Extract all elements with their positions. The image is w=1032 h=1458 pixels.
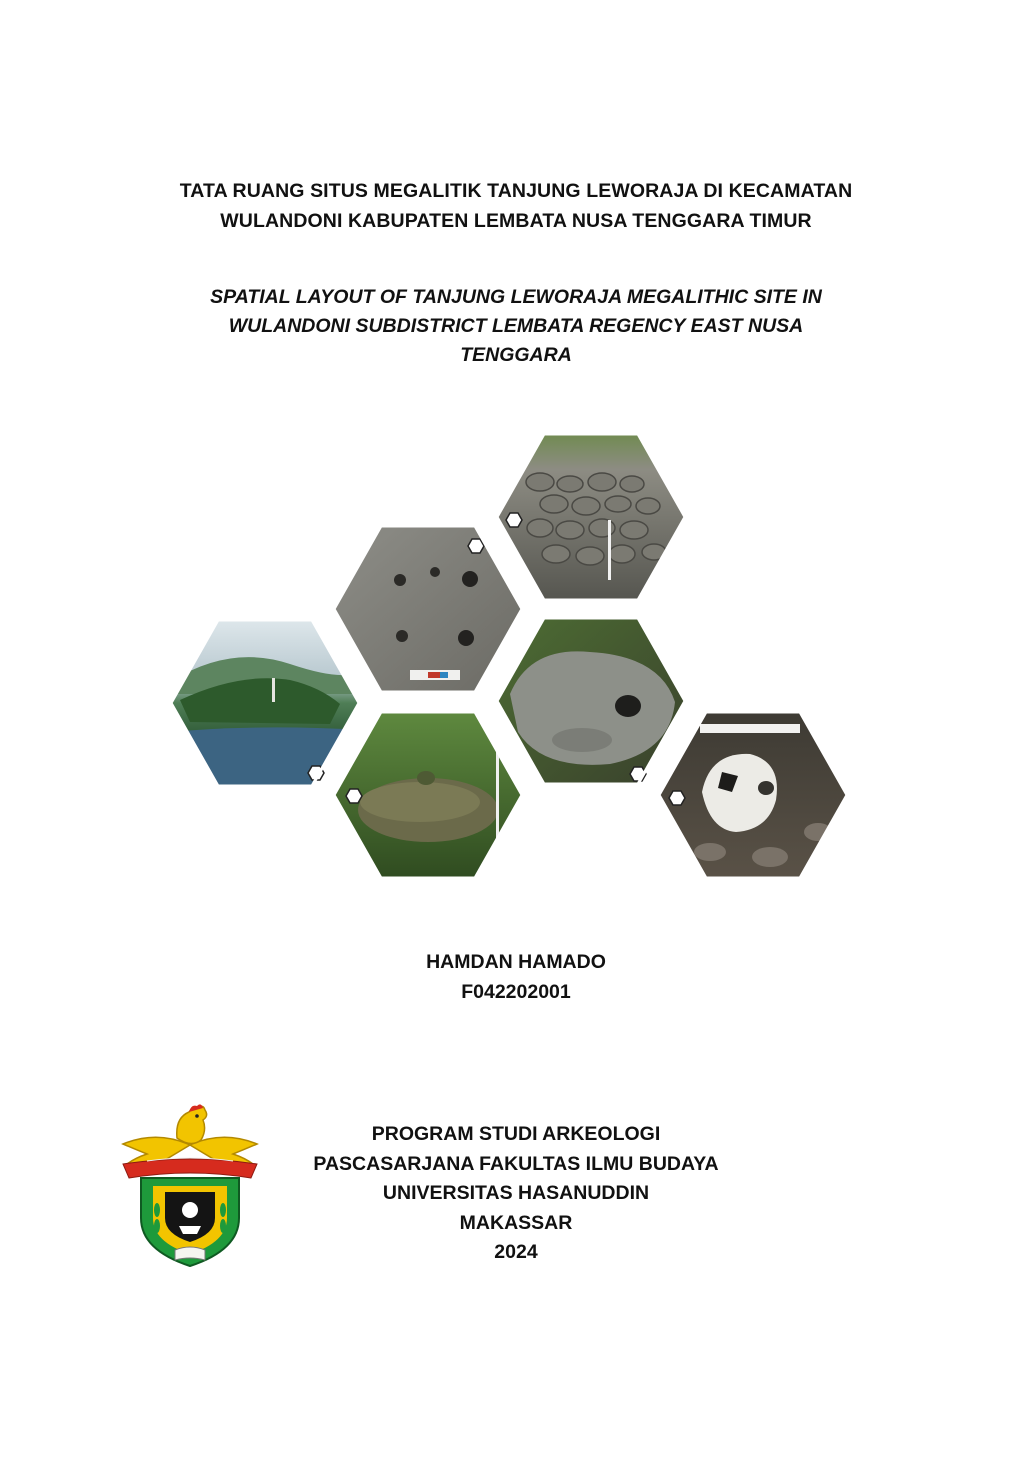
photo-collage — [170, 432, 870, 894]
institution-block — [266, 1120, 766, 1268]
university-logo — [117, 1100, 263, 1270]
flat-stone-photo — [495, 616, 687, 786]
title-english-line-1: SPATIAL LAYOUT OF TANJUNG LEWORAJA MEGALITHIC SITE IN — [210, 286, 822, 308]
city-name: MAKASSAR — [459, 1211, 573, 1234]
coastal-landscape-photo — [170, 618, 362, 788]
faculty-name: PASCASARJANA FAKULTAS ILMU BUDAYA — [313, 1152, 719, 1175]
university-name: UNIVERSITAS HASANUDDIN — [382, 1182, 650, 1204]
title-indonesian-line-1: TATA RUANG SITUS MEGALITIK TANJUNG LEWORAJA DI KECAMATAN — [179, 180, 853, 202]
wall-photo-badge-icon — [506, 513, 522, 527]
title-english-line-2: WULANDONI SUBDISTRICT LEMBATA REGENCY EAST NUSA — [228, 315, 804, 337]
title-indonesian-line-2: WULANDONI KABUPATEN LEMBATA NUSA TENGGARA TIMUR — [220, 210, 812, 232]
program-name: PROGRAM STUDI ARKEOLOGI — [371, 1123, 661, 1145]
year: 2024 — [494, 1241, 538, 1263]
student-id: F042202001 — [461, 981, 571, 1003]
title-english-line-3: TENGGARA — [460, 344, 572, 366]
stone-wall-photo — [495, 432, 687, 602]
author-block — [316, 947, 716, 1007]
skull-photo — [657, 710, 849, 880]
boulder-photo-badge-icon — [346, 789, 362, 803]
title-indonesian — [60, 176, 972, 236]
skull-photo-badge-icon — [669, 791, 685, 805]
mortar-stone-photo — [332, 524, 524, 694]
author-name: HAMDAN HAMADO — [426, 951, 606, 973]
title-english — [120, 283, 912, 370]
mortar-photo-badge-icon — [468, 539, 484, 553]
